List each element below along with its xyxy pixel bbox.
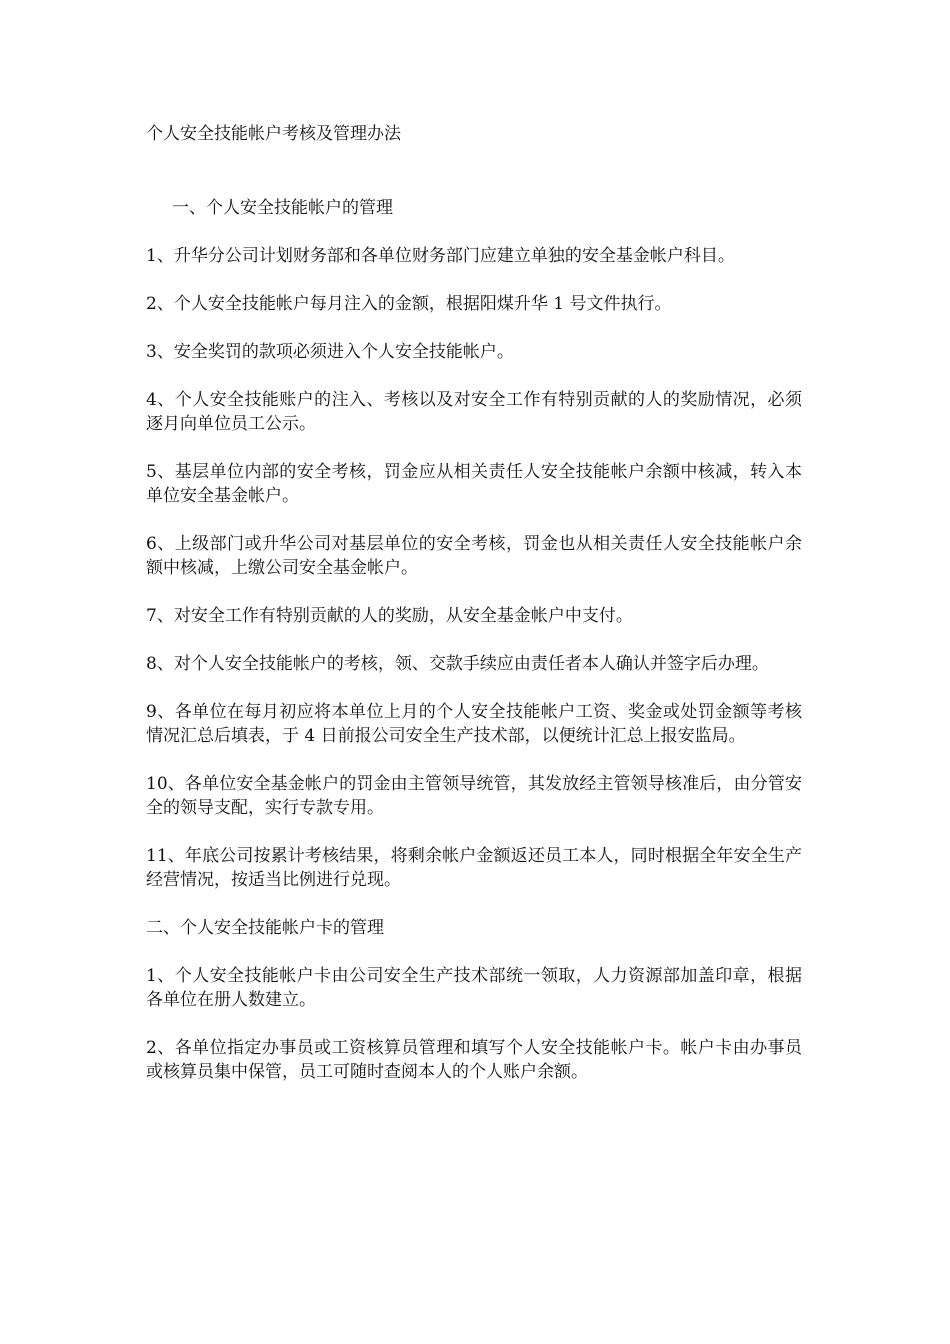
- paragraph: 7、对安全工作有特别贡献的人的奖励，从安全基金帐户中支付。: [146, 606, 633, 626]
- paragraph: 9、各单位在每月初应将本单位上月的个人安全技能帐户工资、奖金或处罚金额等考核情况汇总后填表，于 4 日前报公司安全生产技术部，以便统计汇总上报安监局。: [146, 702, 802, 746]
- paragraph: 8、对个人安全技能帐户的考核，领、交款手续应由责任者本人确认并签字后办理。: [146, 654, 769, 674]
- section-heading: 二、个人安全技能帐户卡的管理: [146, 918, 384, 938]
- section-heading: 一、个人安全技能帐户的管理: [172, 198, 393, 218]
- paragraph: 6、上级部门或升华公司对基层单位的安全考核，罚金也从相关责任人安全技能帐户余额中核减，上缴公司安全基金帐户。: [146, 534, 802, 578]
- document-title: 个人安全技能帐户考核及管理办法: [146, 124, 401, 144]
- paragraph: 4、个人安全技能账户的注入、考核以及对安全工作有特别贡献的人的奖励情况，必须逐月向单位员工公示。: [146, 390, 802, 434]
- paragraph: 1、个人安全技能帐户卡由公司安全生产技术部统一领取，人力资源部加盖印章，根据各单位在册人数建立。: [146, 966, 802, 1010]
- paragraph: 3、安全奖罚的款项必须进入个人安全技能帐户。: [146, 342, 514, 362]
- paragraph: 2、各单位指定办事员或工资核算员管理和填写个人安全技能帐户卡。帐户卡由办事员或核算员集中保管，员工可随时查阅本人的个人账户余额。: [146, 1038, 802, 1082]
- paragraph: 5、基层单位内部的安全考核，罚金应从相关责任人安全技能帐户余额中核减，转入本单位安全基金帐户。: [146, 462, 802, 506]
- section-account-management: [146, 196, 802, 892]
- document-body: [146, 122, 802, 1108]
- paragraph: 10、各单位安全基金帐户的罚金由主管领导统管，其发放经主管领导核准后，由分管安全的领导支配，实行专款专用。: [146, 774, 802, 818]
- section-account-card-management: [146, 916, 802, 1084]
- paragraph: 2、个人安全技能帐户每月注入的金额，根据阳煤升华 1 号文件执行。: [146, 294, 672, 314]
- paragraph: 1、升华分公司计划财务部和各单位财务部门应建立单独的安全基金帐户科目。: [146, 246, 735, 266]
- paragraph: 11、年底公司按累计考核结果，将剩余帐户金额返还员工本人，同时根据全年安全生产经营情况，按适当比例进行兑现。: [146, 846, 802, 890]
